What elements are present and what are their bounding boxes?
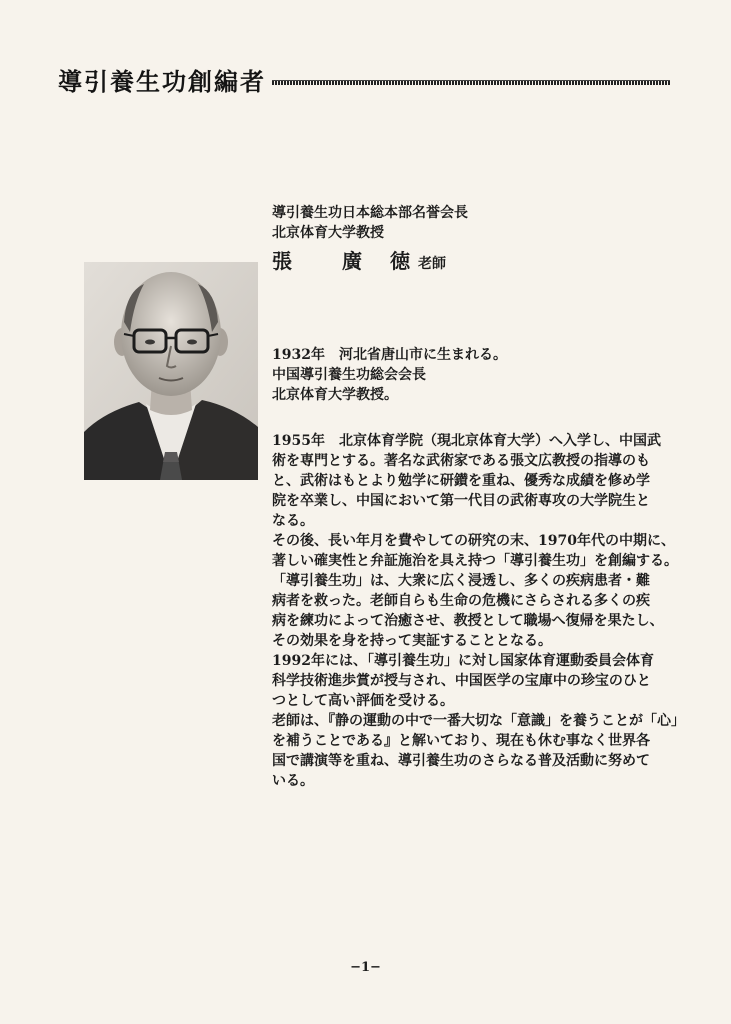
bio-line: を補うことである』と解いており、現在も休む事なく世界各: [272, 733, 650, 749]
bio-line: 中国導引養生功総会会長: [272, 367, 426, 383]
biography: [272, 345, 685, 791]
bio-line: なる。: [272, 513, 314, 529]
name-char-3: 徳: [390, 249, 410, 273]
bio-line: 病者を救った。老師自らも生命の危機にさらされる多くの疾: [272, 593, 650, 609]
bio-line: つとして高い評価を受ける。: [272, 693, 454, 709]
bio-line: 著しい確実性と弁証施治を具え持つ「導引養生功」を創編する。: [272, 553, 678, 569]
header-title: 導引養生功創編者: [58, 66, 266, 96]
bio-line: 術を専門とする。著名な武術家である張文広教授の指導のも: [272, 453, 650, 469]
bio-line: 科学技術進歩賞が授与され、中国医学の宝庫中の珍宝のひと: [272, 673, 651, 689]
bio-line: 院を卒業し、中国において第一代目の武術専攻の大学院生と: [272, 493, 650, 509]
person-titles: [272, 203, 692, 274]
name-char-1: 張: [272, 249, 292, 273]
page-header: [58, 62, 670, 96]
portrait-photo: [84, 262, 258, 480]
bio-line: 北京体育大学教授。: [272, 387, 398, 403]
honorary-chairman-title: 導引養生功日本総本部名誉会長: [272, 205, 468, 221]
portrait-illustration: [84, 262, 258, 480]
bio-line: いる。: [272, 773, 314, 789]
person-name: [272, 245, 692, 274]
header-dotted-rule: [272, 80, 670, 85]
page-number: −1−: [350, 960, 381, 975]
bio-line: 「導引養生功」は、大衆に広く浸透し、多くの疾病患者・難: [272, 573, 650, 589]
bio-line: 病を練功によって治癒させ、教授として職場へ復帰を果たし、: [272, 613, 664, 629]
bio-line: その効果を身を持って実証することとなる。: [272, 633, 552, 649]
bio-paragraph-2: [272, 431, 685, 791]
bio-line: その後、長い年月を費やしての研究の末、1970年代の中期に、: [272, 533, 675, 549]
bio-line: 国で講演等を重ね、導引養生功のさらなる普及活動に努めて: [272, 753, 650, 769]
bio-line: 1932年 河北省唐山市に生まれる。: [272, 347, 507, 363]
honorific: 老師: [418, 256, 446, 272]
bio-line: と、武術はもとより勉学に研鑚を重ね、優秀な成績を修め学: [272, 473, 650, 489]
name-char-2: 廣: [342, 249, 362, 273]
bio-line: 1992年には、「導引養生功」に対し国家体育運動委員会体育: [272, 653, 654, 669]
professor-title: 北京体育大学教授: [272, 225, 384, 241]
bio-line: 老師は、『静の運動の中で一番大切な「意識」を養うことが「心」: [272, 713, 685, 729]
bio-line: 1955年 北京体育学院（現北京体育大学）へ入学し、中国武: [272, 433, 661, 449]
bio-paragraph-1: [272, 345, 672, 405]
